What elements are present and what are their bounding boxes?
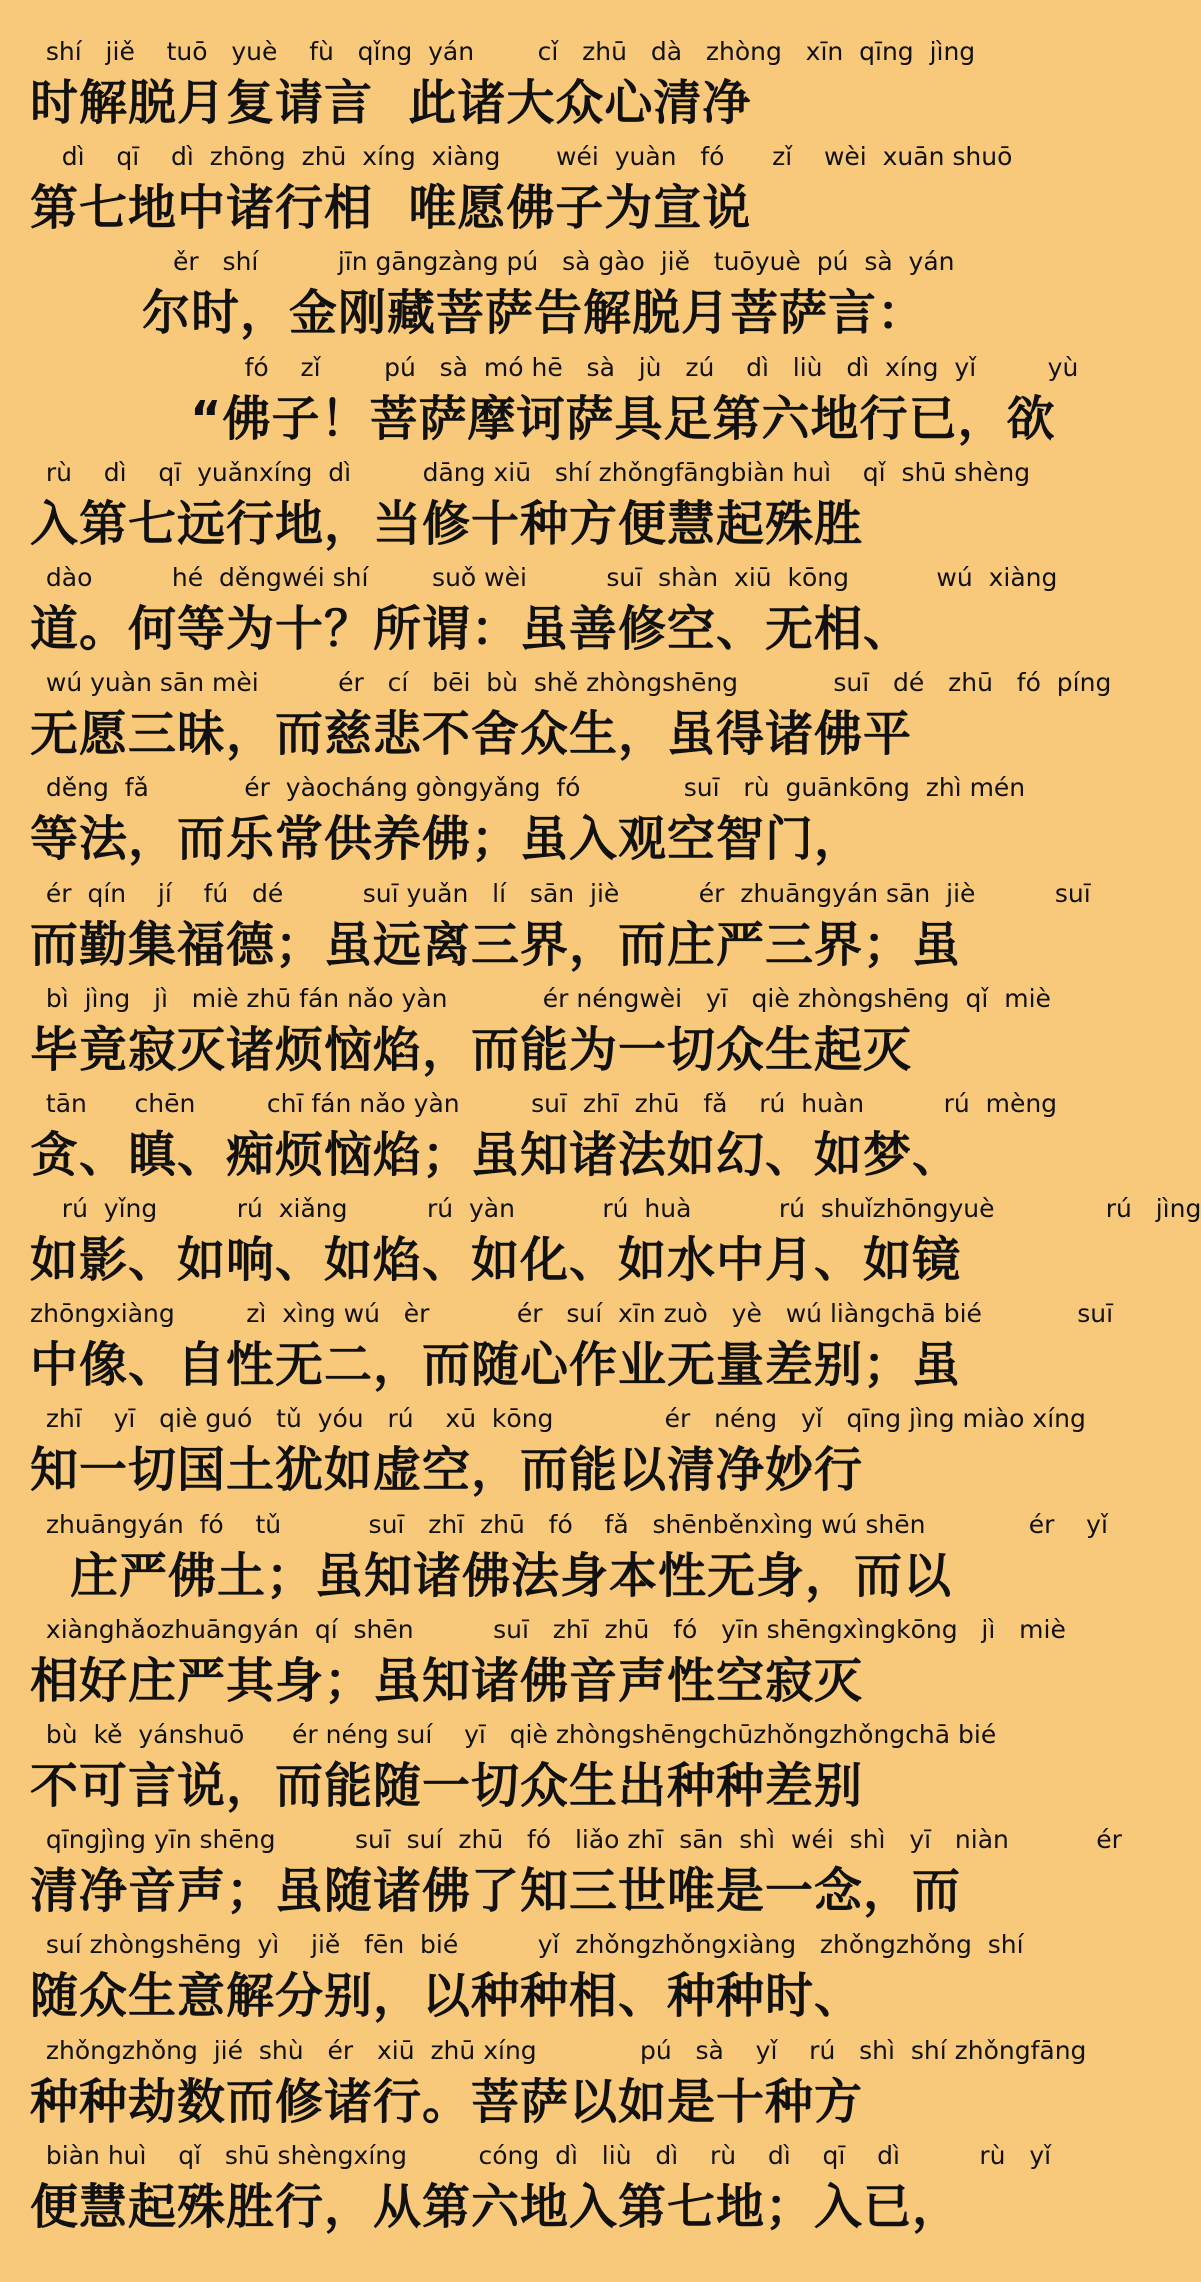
hanzi-row: 贪、瞋、痴烦恼焰；虽知诸法如幻、如梦、 [30, 1126, 962, 1183]
pinyin-row: zhǒngzhǒng jié shù ér xiū zhū xíng pú sà yǐ rú shì shí zhǒngfāng [30, 2035, 1087, 2065]
pinyin-row: zhuāngyán fó tǔ suī zhī zhū fó fǎ shēnběnxìng wú shēn ér yǐ [30, 1509, 1108, 1539]
pinyin-row: děng fǎ ér yàocháng gòngyǎng fó suī rù guānkōng zhì mén [30, 773, 1026, 803]
text-line-18 [30, 1822, 1122, 1927]
text-line-21 [30, 2138, 1050, 2243]
pinyin-row: ér qín jí fú dé suī yuǎn lí sān jiè ér zhuāngyán sān jiè suī [30, 878, 1091, 908]
hanzi-row: 等法，而乐常供养佛；虽入观空智门， [30, 811, 864, 868]
hanzi-row: 而勤集福德；虽远离三界，而庄严三界；虽 [30, 916, 962, 973]
pinyin-row: biàn huì qǐ shū shèngxíng cóng dì liù dì rù dì qī dì rù yǐ [30, 2140, 1052, 2170]
hanzi-row: 道。何等为十？所谓：虽善修空、无相、 [30, 600, 913, 657]
hanzi-row: 种种劫数而修诸行。菩萨以如是十种方 [30, 2073, 864, 2130]
text-line-7 [30, 665, 1112, 770]
hanzi-row: 尔时，金刚藏菩萨告解脱月菩萨言： [142, 285, 927, 342]
pinyin-row: dì qī dì zhōng zhū xíng xiàng wéi yuàn fó zǐ wèi xuān shuō [30, 142, 1013, 172]
pinyin-row: bì jìng jì miè zhū fán nǎo yàn ér néngwèi yī qiè zhòngshēng qǐ miè [30, 983, 1051, 1013]
text-line-8 [30, 770, 1050, 875]
text-line-3 [30, 244, 1050, 349]
hanzi-row: 如影、如响、如焰、如化、如水中月、如镜 [30, 1232, 962, 1289]
pinyin-row: bù kě yánshuō ér néng suí yī qiè zhòngshēngchūzhǒngzhǒngchā bié [30, 1720, 997, 1749]
hanzi-row: 入第七远行地，当修十种方便慧起殊胜 [30, 495, 864, 552]
pinyin-row: wú yuàn sān mèi ér cí bēi bù shě zhòngshēng suī dé zhū fó píng [30, 668, 1112, 698]
pinyin-row: qīngjìng yīn shēng suī suí zhū fó liǎo zhī sān shì wéi shì yī niàn ér [30, 1825, 1122, 1855]
pinyin-row: shí jiě tuō yuè fù qǐng yán cǐ zhū dà zhòng xīn qīng jìng [30, 37, 976, 66]
hanzi-row: 不可言说，而能随一切众生出种种差别 [30, 1758, 864, 1814]
text-line-1 [30, 34, 1050, 139]
text-line-15 [30, 1507, 1108, 1612]
text-line-14 [30, 1401, 1086, 1506]
text-line-2 [30, 139, 1050, 244]
text-line-6 [30, 560, 1058, 665]
hanzi-row: 便慧起殊胜行，从第六地入第七地；入已， [30, 2178, 962, 2235]
hanzi-row: 清净音声；虽随诸佛了知三世唯是一念，而 [30, 1863, 962, 1920]
hanzi-row: 第七地中诸行相 唯愿佛子为宣说 [30, 180, 752, 237]
text-line-12 [30, 1191, 1201, 1296]
pinyin-row: tān chēn chī fán nǎo yàn suī zhī zhū fǎ rú huàn rú mèng [30, 1088, 1058, 1118]
hanzi-row: 毕竟寂灭诸烦恼焰，而能为一切众生起灭 [30, 1021, 913, 1078]
text-line-16 [30, 1612, 1066, 1717]
text-line-4 [30, 350, 1079, 455]
pinyin-row: suí zhòngshēng yì jiě fēn bié yǐ zhǒngzhǒngxiàng zhǒngzhǒng shí [30, 1930, 1024, 1960]
hanzi-row: 中像、自性无二，而随心作业无量差别；虽 [30, 1337, 962, 1394]
hanzi-row: “佛子！菩萨摩诃萨具足第六地行已，欲 [190, 390, 1056, 447]
pinyin-row: xiànghǎozhuāngyán qí shēn suī zhī zhū fó yīn shēngxìngkōng jì miè [30, 1614, 1066, 1644]
hanzi-row: 随众生意解分别，以种种相、种种时、 [30, 1968, 864, 2025]
text-line-13 [30, 1296, 1114, 1401]
text-line-19 [30, 1927, 1050, 2032]
pinyin-row: zhī yī qiè guó tǔ yóu rú xū kōng ér néng yǐ qīng jìng miào xíng [30, 1404, 1086, 1434]
pinyin-row: ěr shí jīn gāngzàng pú sà gào jiě tuōyuè pú sà yán [30, 247, 955, 277]
text-line-17 [30, 1717, 1050, 1822]
text-line-9 [30, 876, 1091, 981]
text-line-20 [30, 2033, 1087, 2138]
pinyin-row: rú yǐng rú xiǎng rú yàn rú huà rú shuǐzhōngyuè rú jìng [30, 1194, 1201, 1224]
pinyin-row: zhōngxiàng zì xìng wú èr ér suí xīn zuò yè wú liàngchā bié suī [30, 1299, 1114, 1329]
text-line-11 [30, 1086, 1058, 1191]
hanzi-row: 无愿三昧，而慈悲不舍众生，虽得诸佛平 [30, 706, 913, 763]
hanzi-row: 相好庄严其身；虽知诸佛音声性空寂灭 [30, 1652, 864, 1709]
hanzi-row: 时解脱月复请言 此诸大众心清净 [30, 75, 752, 131]
hanzi-row: 庄严佛土；虽知诸佛法身本性无身，而以 [70, 1547, 953, 1604]
hanzi-row: 知一切国土犹如虚空，而能以清净妙行 [30, 1442, 864, 1499]
pinyin-row: rù dì qī yuǎnxíng dì dāng xiū shí zhǒngfāngbiàn huì qǐ shū shèng [30, 457, 1031, 487]
text-line-10 [30, 981, 1050, 1086]
pinyin-row: fó zǐ pú sà mó hē sà jù zú dì liù dì xíng yǐ yù [30, 352, 1079, 382]
text-line-5 [30, 455, 1050, 560]
pinyin-row: dào hé děngwéi shí suǒ wèi suī shàn xiū kōng wú xiàng [30, 562, 1058, 592]
